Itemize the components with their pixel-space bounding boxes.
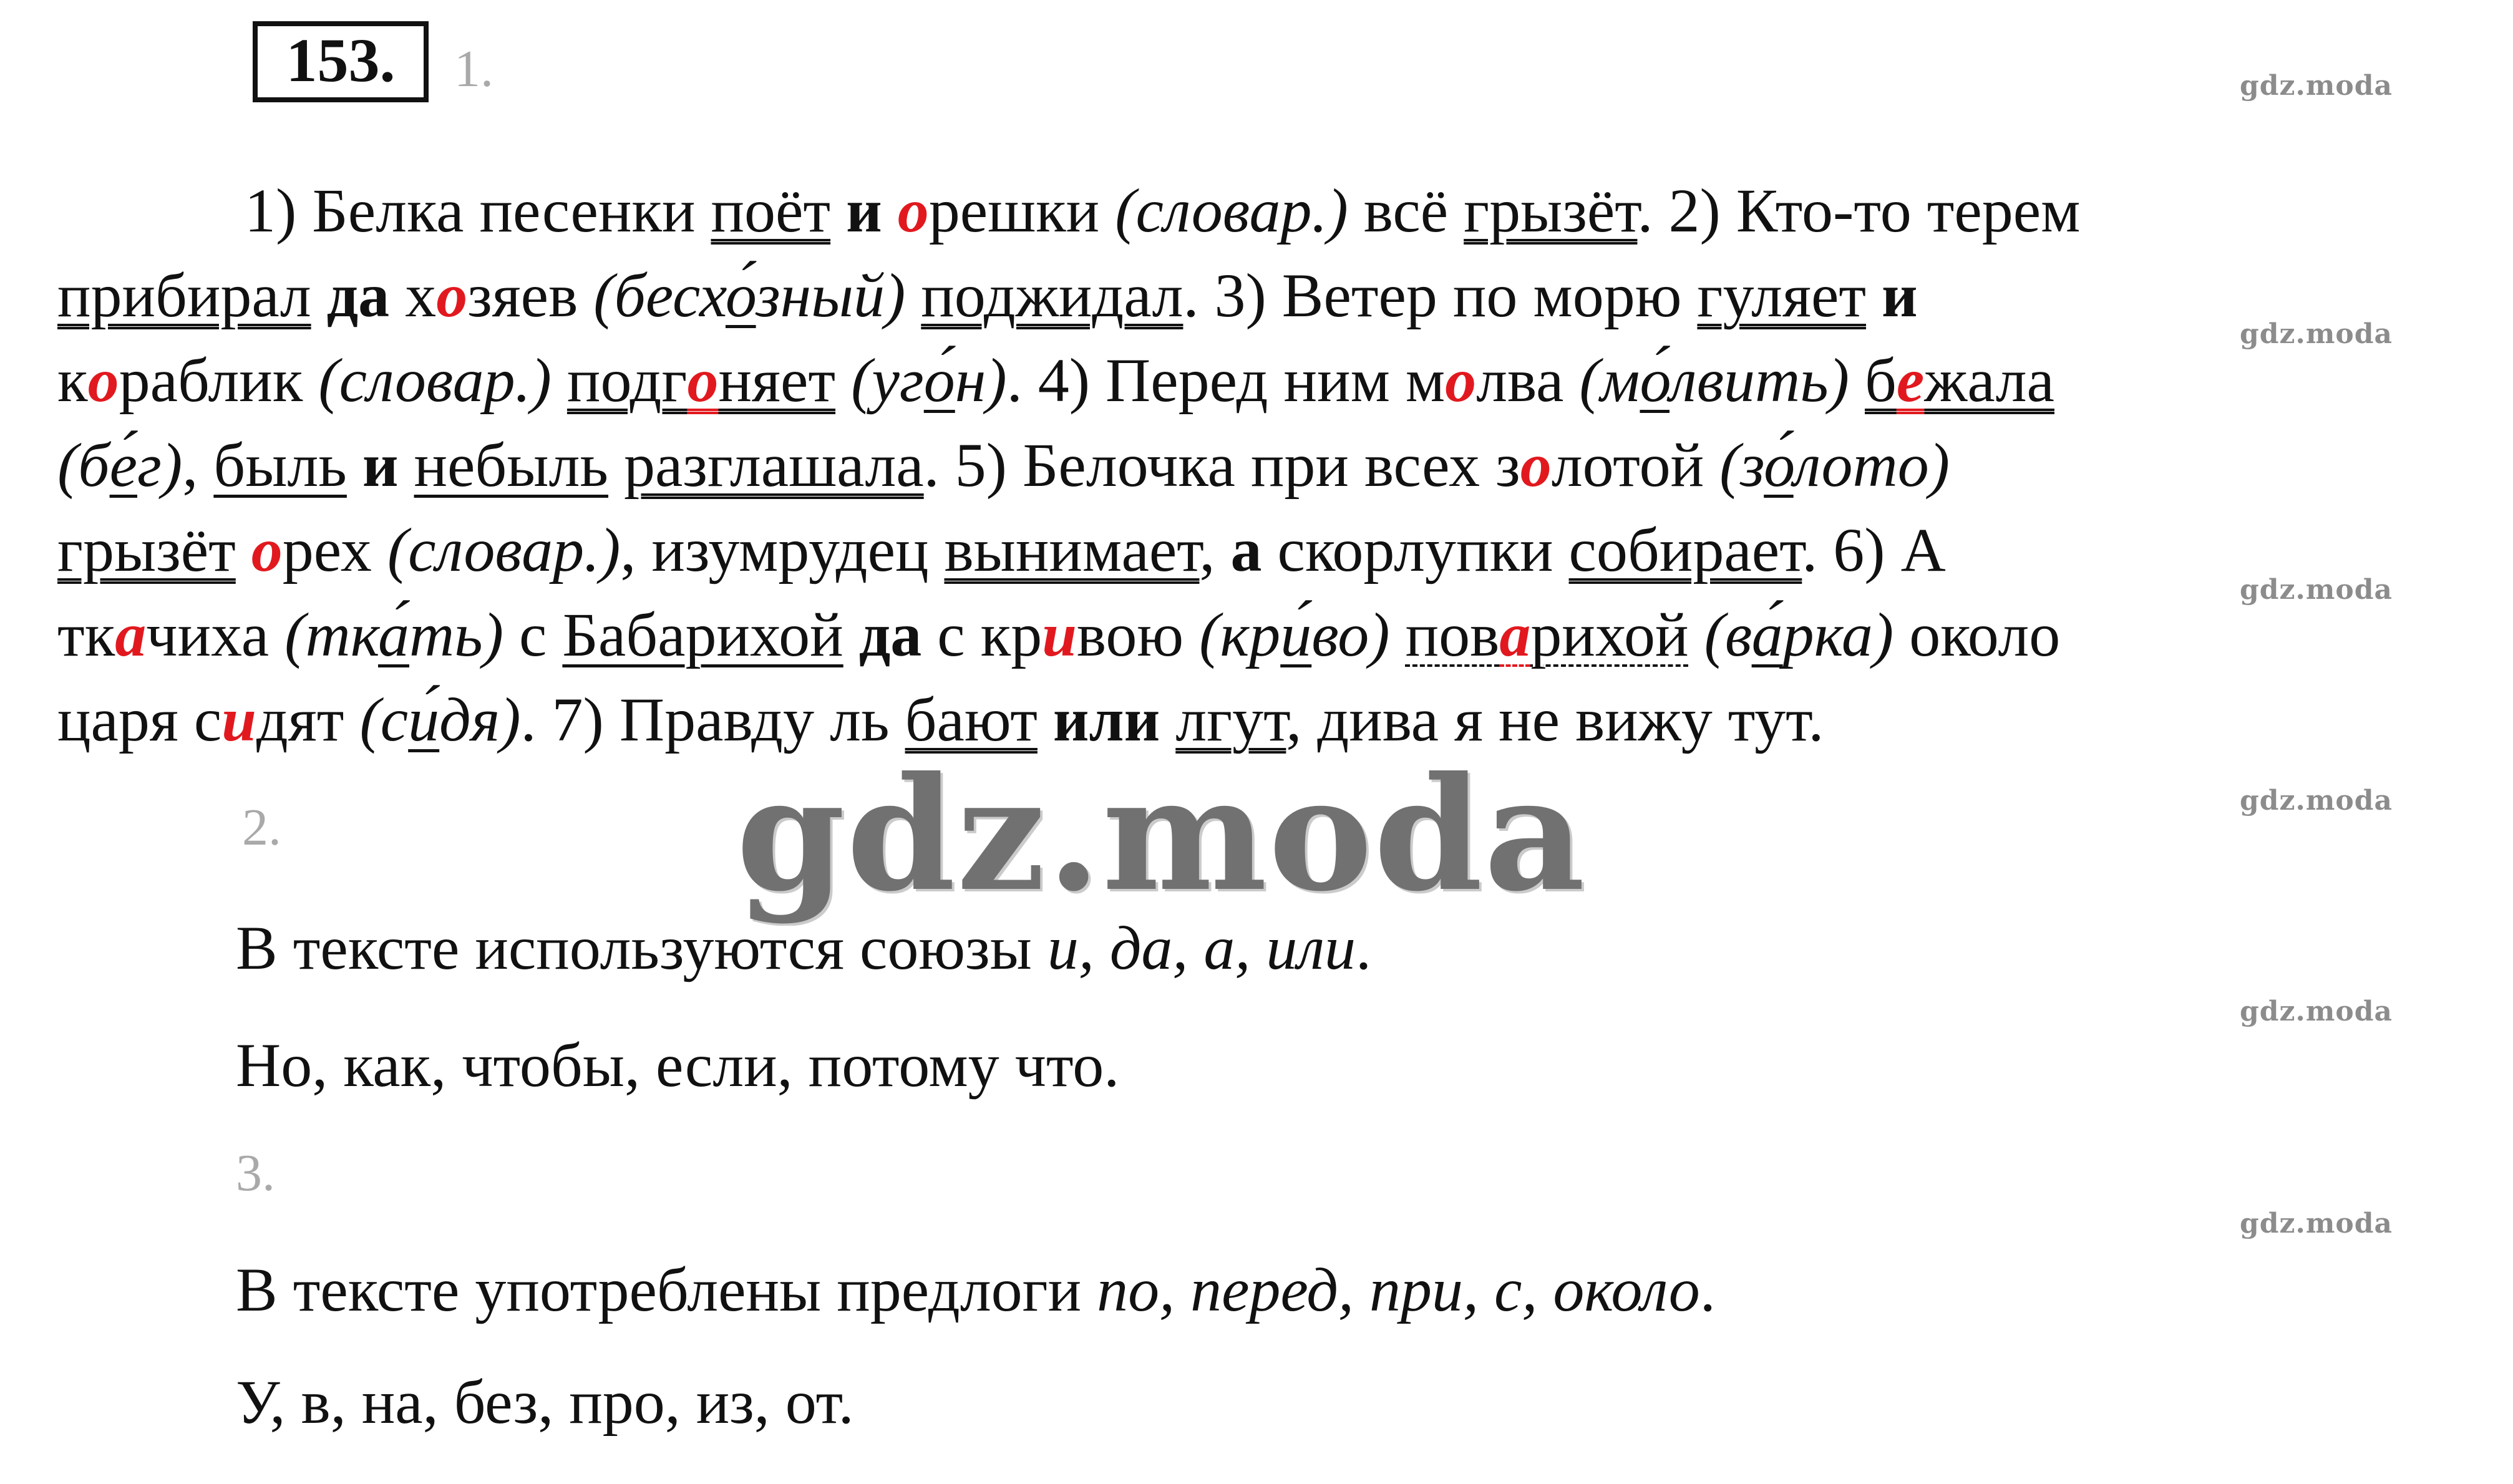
- answer-2-other-conjunctions: Но, как, чтобы, если, потому что.: [236, 1031, 1120, 1100]
- watermark-large: gdz.moda: [736, 742, 1587, 926]
- answer-3-other-prepositions: У, в, на, без, про, из, от.: [236, 1367, 854, 1437]
- text-line-3: кораблик (словар.) подгоняет (уго́н). 4) Перед ним молва (мо́лвить) бежала: [57, 346, 2054, 415]
- watermark-small: gdz.moda: [2240, 785, 2393, 817]
- answer-2-conjunctions: В тексте используются союзы и, да, а, или.: [236, 913, 1372, 982]
- text-line-4: (бе́г), быль и небыль разглашала. 5) Белочка при всех золотой (зо́лото): [57, 430, 1950, 500]
- text-line-1: 1) Белка песенки поёт и орешки (словар.) всё грызёт. 2) Кто-то терем: [245, 176, 2081, 245]
- text-line-5: грызёт орех (словар.), изумрудец вынимает, а скорлупки собирает. 6) А: [57, 515, 1946, 584]
- text-line-6: ткачиха (тка́ть) с Бабарихой да с кривою (кри́во) поварихой (ва́рка) около: [57, 600, 2061, 669]
- task-number-dot: .: [379, 26, 396, 95]
- exercise-text: [57, 168, 2513, 762]
- part-3-label: 3.: [236, 1144, 275, 1202]
- part-1-label: 1.: [454, 40, 493, 98]
- text-line-2: прибирал да хозяев (бесхо́зный) поджидал. 3) Ветер по морю гуляет и: [57, 261, 1918, 330]
- watermark-small: gdz.moda: [2240, 318, 2393, 350]
- watermark-small: gdz.moda: [2240, 996, 2393, 1027]
- watermark-small: gdz.moda: [2240, 1208, 2393, 1239]
- answer-3-prepositions: В тексте употреблены предлоги по, перед, при, с, около.: [236, 1255, 1716, 1324]
- task-number-box: [253, 21, 429, 102]
- text-line-7: царя сидят (си́дя). 7) Правду ль бают или лгут, дива я не вижу тут.: [57, 685, 1824, 754]
- task-number: 153: [286, 26, 380, 95]
- part-2-label: 2.: [242, 798, 281, 856]
- watermark-small: gdz.moda: [2240, 70, 2393, 102]
- watermark-small: gdz.moda: [2240, 574, 2393, 606]
